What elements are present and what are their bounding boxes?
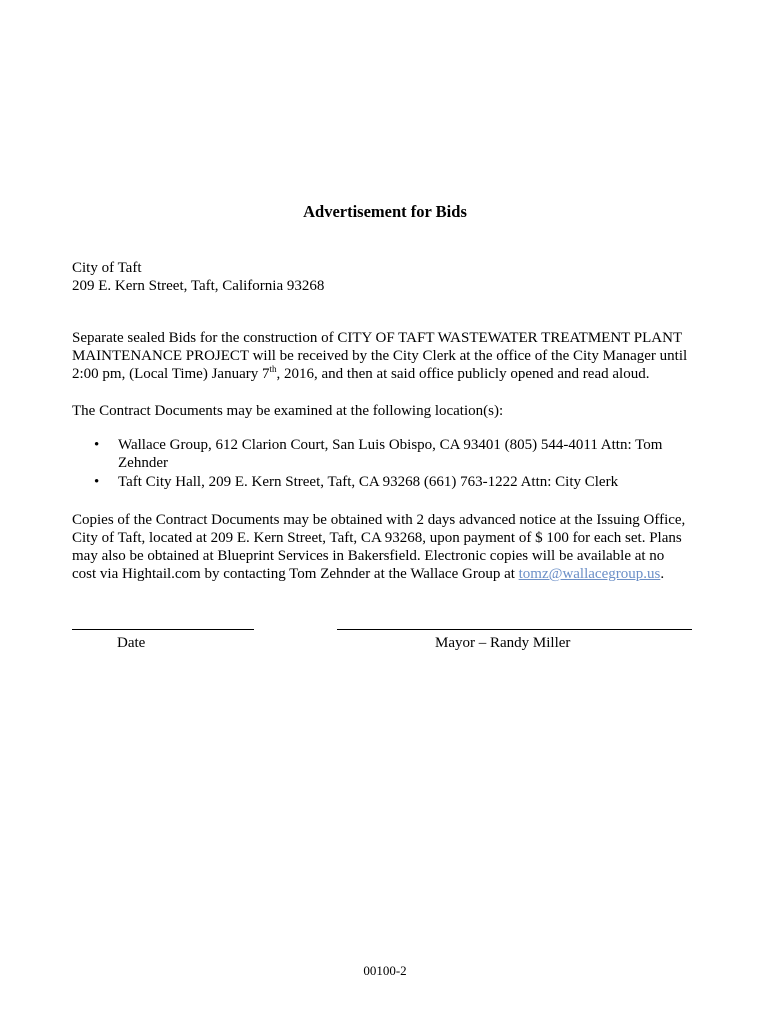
address-block <box>72 259 702 295</box>
copies-paragraph-line <box>72 565 702 583</box>
copies-paragraph-line: Copies of the Contract Documents may be obtained with 2 days advanced notice at the Issuing Office, <box>72 512 686 528</box>
list-item <box>72 473 702 491</box>
date-signature-line <box>72 629 254 630</box>
bid-paragraph-line <box>72 365 702 383</box>
bullet-icon: • <box>94 474 100 490</box>
page-number: 00100-2 <box>363 963 407 978</box>
locations-intro: The Contract Documents may be examined at the following location(s): <box>72 403 504 419</box>
date-label: Date <box>117 635 146 651</box>
bid-paragraph-line: Separate sealed Bids for the construction of CITY OF TAFT WASTEWATER TREATMENT PLANT <box>72 330 683 346</box>
sentence-end: . <box>660 566 665 582</box>
bid-paragraph-line: MAINTENANCE PROJECT will be received by the City Clerk at the office of the City Manager until <box>72 348 688 364</box>
locations-list <box>72 436 702 491</box>
location-line: Wallace Group, 612 Clarion Court, San Luis Obispo, CA 93401 (805) 544-4011 Attn: Tom <box>118 437 663 453</box>
copies-paragraph-line: may also be obtained at Blueprint Services in Bakersfield. Electronic copies will be available at no <box>72 548 665 564</box>
mayor-signature-line <box>337 629 692 630</box>
document-title: Advertisement for Bids <box>303 202 467 221</box>
copies-paragraph-line: City of Taft, located at 209 E. Kern Street, Taft, CA 93268, upon payment of $ 100 for each set. Plans <box>72 530 682 546</box>
bid-date-rest: , 2016, and then at said office publicly opened and read aloud. <box>276 366 650 382</box>
date-ordinal-suffix: th <box>269 364 277 374</box>
bid-paragraph <box>72 329 702 383</box>
address-street: 209 E. Kern Street, Taft, California 93268 <box>72 278 325 294</box>
copies-paragraph <box>72 511 702 583</box>
email-link[interactable]: tomz@wallacegroup.us <box>518 566 661 582</box>
location-line: Zehnder <box>118 455 168 471</box>
bullet-icon: • <box>94 437 100 453</box>
list-item <box>72 436 702 472</box>
address-city: City of Taft <box>72 260 142 276</box>
location-line: Taft City Hall, 209 E. Kern Street, Taft, CA 93268 (661) 763-1222 Attn: City Clerk <box>118 474 619 490</box>
bid-date-text: 2:00 pm, (Local Time) January 7 <box>72 366 270 382</box>
mayor-label: Mayor – Randy Miller <box>435 635 571 651</box>
contact-text: cost via Hightail.com by contacting Tom Zehnder at the Wallace Group at <box>72 566 519 582</box>
